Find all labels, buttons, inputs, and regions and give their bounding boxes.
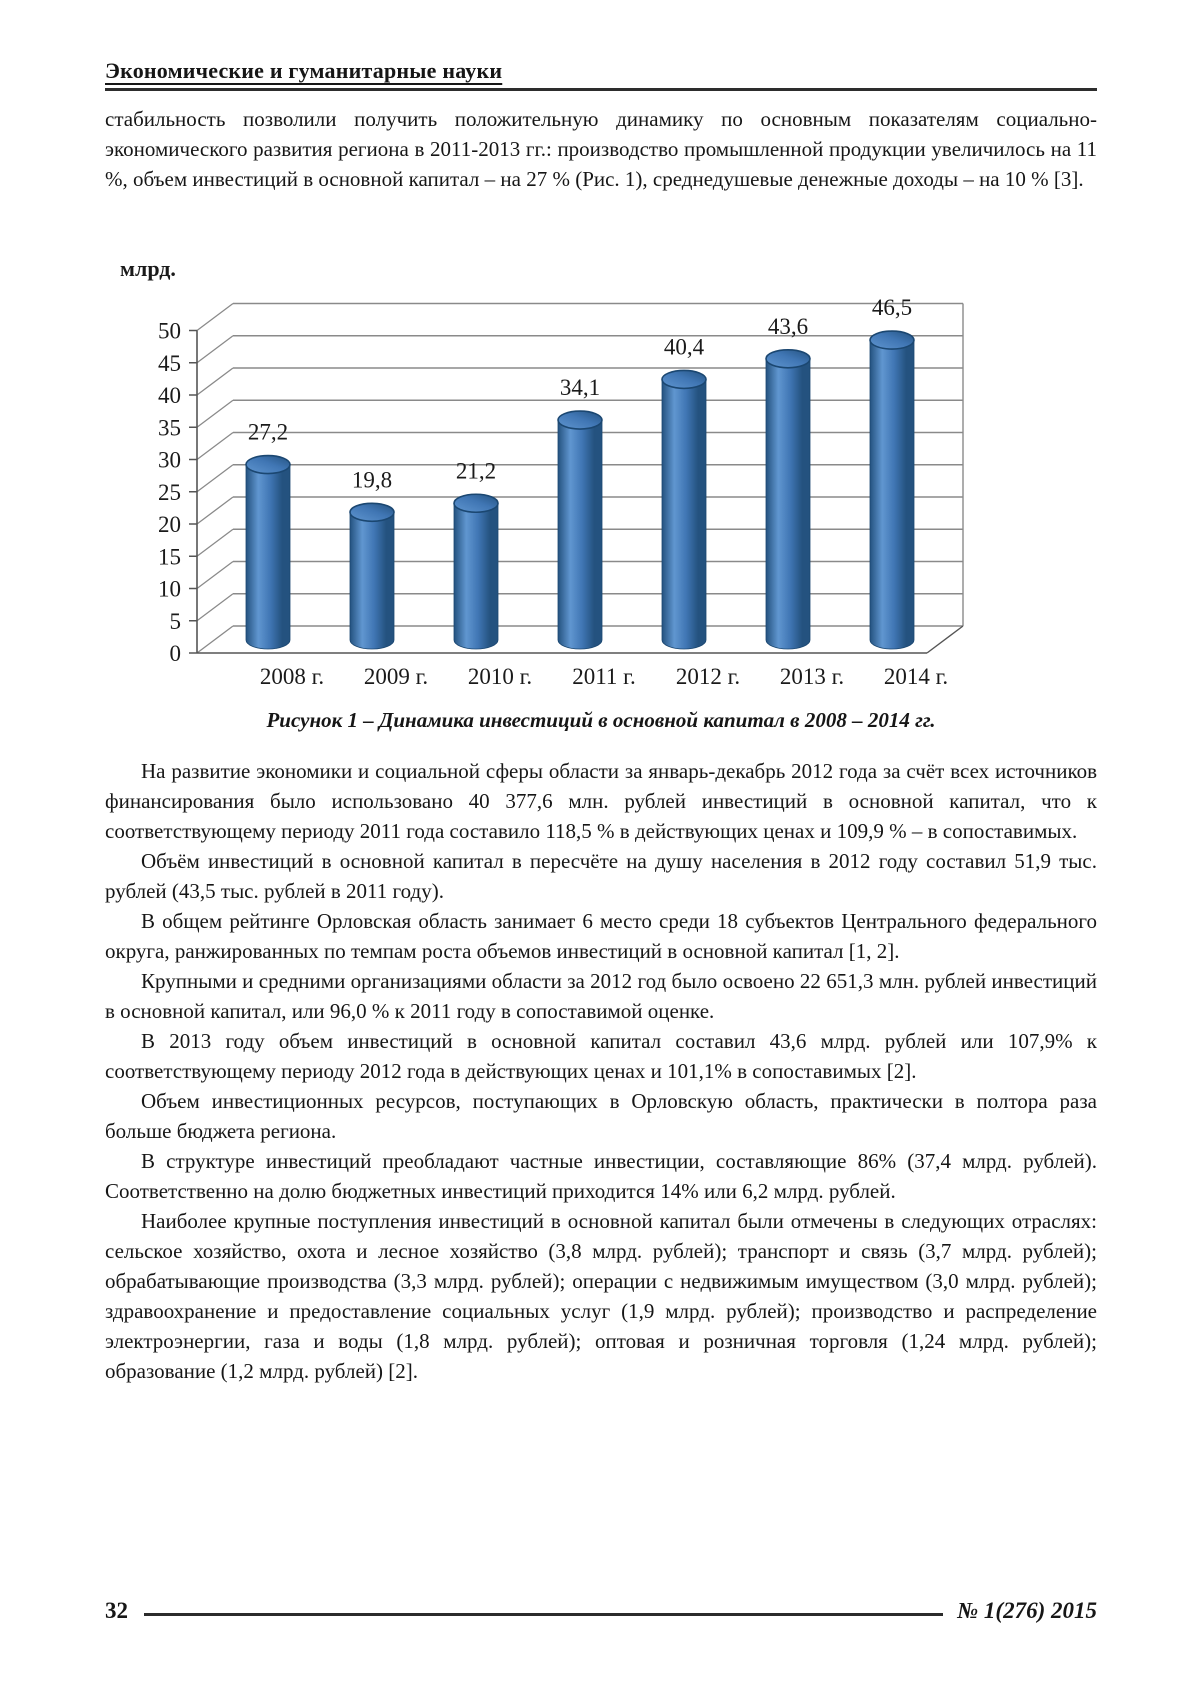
- bar-value-label: 27,2: [247, 419, 289, 445]
- body-paragraph: В структуре инвестиций преобладают частные инвестиции, составляющие 86% (37,4 млрд. рублей). Соответственно на долю бюджетных инвестиций приходится 14% или 6,2 млрд. рублей.: [105, 1149, 1097, 1203]
- footer-issue-label: № 1(276) 2015: [957, 1598, 1097, 1623]
- chart-bar: [870, 295, 948, 689]
- y-axis-tick-label: 5: [169, 608, 181, 634]
- cylinder-top: [350, 503, 394, 521]
- x-axis-label: 2009 г.: [363, 664, 429, 689]
- y-axis-tick-label: 40: [158, 383, 181, 408]
- chart-bar: [662, 334, 740, 689]
- grid-diagonal: [197, 529, 233, 556]
- chart-bar: [766, 314, 844, 689]
- grid-diagonal: [197, 562, 233, 589]
- cylinder-top: [454, 494, 498, 512]
- grid-diagonal: [197, 594, 233, 621]
- chart-bar: [558, 375, 636, 689]
- grid-diagonal: [197, 626, 233, 653]
- body-paragraph: В общем рейтинге Орловская область занимает 6 место среди 18 субъектов Центрального федерального округа, ранжированных по темпам роста объемов инвестиций в основной капитал [1, 2].: [105, 909, 1097, 963]
- floor-right-edge: [927, 626, 963, 653]
- figure-caption: Рисунок 1 – Динамика инвестиций в основной капитал в 2008 – 2014 гг.: [266, 708, 936, 732]
- cylinder-top: [766, 350, 810, 368]
- cylinder-body: [350, 512, 394, 649]
- bar-value-label: 40,4: [663, 334, 705, 360]
- cylinder-top: [662, 370, 706, 388]
- bar-value-label: 21,2: [455, 458, 497, 484]
- x-axis-label: 2014 г.: [883, 664, 949, 689]
- y-axis-tick-label: 45: [158, 350, 181, 376]
- y-axis-tick-label: 30: [158, 447, 181, 473]
- bar-value-label: 19,8: [351, 467, 393, 493]
- grid-diagonal: [197, 400, 233, 427]
- x-axis-label: 2012 г.: [675, 664, 741, 689]
- chart-bar: [454, 458, 532, 689]
- page-footer: [105, 1598, 1097, 1624]
- grid-diagonal: [197, 497, 233, 524]
- x-axis-label: 2010 г.: [467, 664, 533, 689]
- y-axis-tick-label: 10: [158, 576, 181, 602]
- grid-diagonal: [197, 433, 233, 460]
- y-axis-tick-label: 25: [158, 479, 181, 505]
- grid-diagonal: [197, 336, 233, 363]
- investment-chart: [90, 250, 1010, 705]
- cylinder-top: [558, 411, 602, 429]
- body-paragraph: Наиболее крупные поступления инвестиций в основной капитал были отмечены в следующих отраслях: сельское хозяйство, охота и лесное хозяйство (3,8 млрд. рублей); транспорт и связь (3,7 млрд. рублей); обрабатывающие производства (3,3 млрд. рублей); операции с недвижимым имуществом (3,0 млрд. рублей); здравоохранение и предоставление социальных услуг (1,9 млрд. рублей); производство и распределение электроэнергии, газа и воды (1,8 млрд. рублей); оптовая и розничная торговля (1,24 млрд. рублей); образование (1,2 млрд. рублей) [2].: [105, 1209, 1097, 1383]
- cylinder-body: [454, 503, 498, 649]
- bar-value-label: 43,6: [767, 313, 809, 339]
- bar-value-label: 34,1: [559, 375, 601, 401]
- body-paragraph: В 2013 году объем инвестиций в основной капитал составил 43,6 млрд. рублей или 107,9% к соответствующему периоду 2012 года в действующих ценах и 101,1% в сопоставимых [2].: [105, 1029, 1097, 1083]
- x-axis-label: 2008 г.: [259, 664, 325, 689]
- y-axis-tick-label: 20: [158, 512, 181, 537]
- running-header: [105, 58, 1097, 91]
- cylinder-body: [766, 359, 810, 649]
- intro-text-block: [105, 104, 1097, 194]
- chart-bar: [246, 420, 324, 689]
- x-axis-label: 2013 г.: [779, 664, 845, 689]
- cylinder-body: [870, 340, 914, 649]
- y-axis-tick-label: 50: [158, 318, 181, 344]
- cylinder-top: [870, 331, 914, 349]
- footer-page-number: 32: [105, 1598, 128, 1623]
- cylinder-body: [558, 420, 602, 649]
- chart-bar: [350, 467, 428, 689]
- y-axis-tick-label: 0: [169, 641, 181, 666]
- y-axis-tick-label: 35: [158, 415, 181, 441]
- footer-rule: [144, 1613, 943, 1616]
- cylinder-body: [662, 379, 706, 649]
- grid-diagonal: [197, 304, 233, 331]
- grid-diagonal: [197, 368, 233, 395]
- cylinder-top: [246, 456, 290, 474]
- body-text-block: [105, 756, 1097, 1386]
- body-paragraph: Объём инвестиций в основной капитал в пересчёте на душу населения в 2012 году составил 51,9 тыс. рублей (43,5 тыс. рублей в 2011 году).: [105, 849, 1097, 903]
- cylinder-body: [246, 465, 290, 649]
- y-axis-unit-label: млрд.: [120, 256, 176, 281]
- journal-section-title: Экономические и гуманитарные науки: [105, 58, 503, 83]
- body-paragraph: На развитие экономики и социальной сферы области за январь-декабрь 2012 года за счёт всех источников финансирования было использовано 40 377,6 млн. рублей инвестиций в основной капитал, что к соответствующему периоду 2011 года составило 118,5 % в действующих ценах и 109,9 % – в сопоставимых.: [105, 759, 1097, 843]
- y-axis-tick-label: 15: [158, 544, 181, 570]
- body-paragraph: Объем инвестиционных ресурсов, поступающих в Орловскую область, практически в полтора раза больше бюджета региона.: [105, 1089, 1097, 1143]
- body-paragraph: Крупными и средними организациями области за 2012 год было освоено 22 651,3 млн. рублей инвестиций в основной капитал, или 96,0 % к 2011 году в сопоставимой оценке.: [105, 969, 1097, 1023]
- bar-value-label: 46,5: [871, 295, 913, 321]
- grid-diagonal: [197, 465, 233, 492]
- figure-1-container: [90, 250, 1010, 705]
- x-axis-label: 2011 г.: [572, 664, 636, 689]
- intro-paragraph: стабильность позволили получить положительную динамику по основным показателям социально-экономического развития региона в 2011-2013 гг.: производство промышленной продукции увеличилось на 11 %, объем инвестиций в основной капитал – на 27 % (Рис. 1), среднедушевые денежные доходы – на 10 % [3].: [105, 107, 1097, 191]
